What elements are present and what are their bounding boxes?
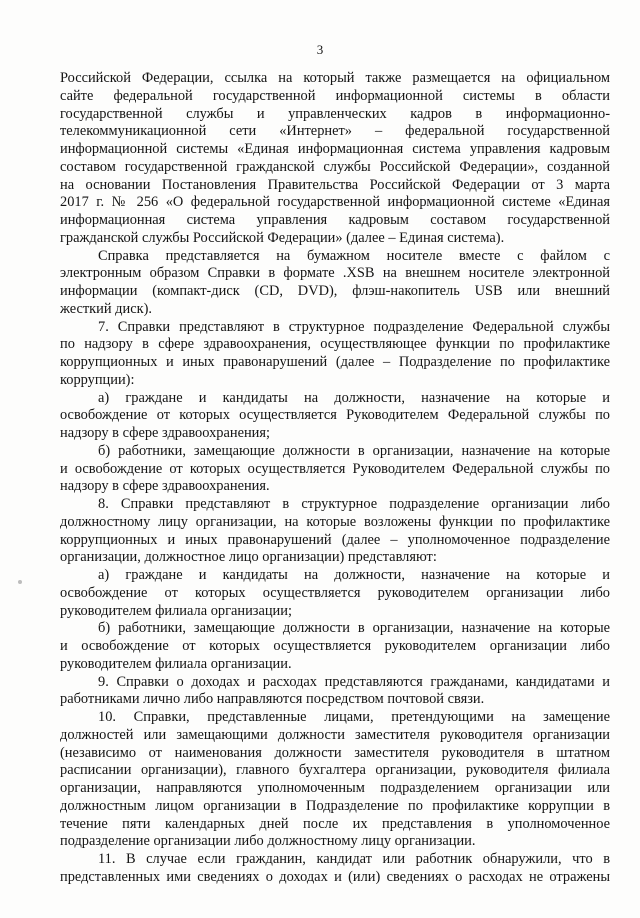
text-line: работниками лично либо направляются посредством почтовой связи. [60,691,485,708]
text-line: 11. В случае если гражданин, кандидат или работник обнаружили, что в [98,851,610,867]
text-line: гражданской службы Российской Федерации» (далее – Единая система). [60,229,505,246]
page-number: 3 [316,42,324,57]
text-line: информационная система управления кадровым составом государственной [60,212,610,228]
text-line: освобождение от которых осуществляется руководителем организации либо [60,584,610,601]
text-line: представленных ими сведениях о доходах и (или) сведениях о расходах не отражены [60,868,610,885]
text-line: информации (компакт-диск (CD, DVD), флэш-накопитель USB или внешний [60,283,610,299]
text-line: должностей или замещающими должности заместителя руководителя организации [60,726,610,743]
text-line: коррупции): [60,371,135,388]
text-line: б) работники, замещающие должности в организации, назначение на которые [98,620,610,637]
text-line: (независимо от наименования должности заместителя руководителя в штатном [60,744,610,761]
text-line: течение пяти календарных дней после их представления в уполномоченное [60,815,610,832]
text-line: составом государственной гражданской службы Российской Федерации», созданной [60,158,610,175]
text-line: 10. Справки, представленные лицами, претендующими на замещение [98,709,610,725]
text-line: 9. Справки о доходах и расходах представляются гражданами, кандидатами и [98,673,610,690]
text-line: информационной системы «Единая информационная система управления кадровым [60,141,610,157]
text-line: организации, направляются уполномоченным подразделением организации или [60,780,610,796]
text-line: руководителем филиала организации; [60,602,292,619]
text-line: Справка представляется на бумажном носителе вместе с файлом с [98,247,610,264]
text-line: и освобождение от которых осуществляется руководителем организации либо [60,638,610,654]
scan-speck [18,580,22,584]
text-line: подразделение организации либо должностному лицу организации. [60,833,476,850]
text-line: государственной службы и управленческих кадров в информационно- [60,105,610,122]
document-body [60,70,610,887]
text-line: расписании организации), главного бухгалтера организации, руководителя филиала [60,762,610,779]
text-line: по надзору в сфере здравоохранения, осуществляющее функции по профилактике [60,336,610,353]
text-line: на основании Постановления Правительства Российской Федерации от 3 марта [60,176,610,193]
text-line: и освобождение от которых осуществляется Руководителем Федеральной службы по [60,460,610,477]
text-line: надзору в сфере здравоохранения. [60,478,270,495]
text-line: электронным образом Справки в формате .XSB на внешнем носителе электронной [60,265,610,282]
text-line: руководителем филиала организации. [60,655,292,672]
text-line: а) граждане и кандидаты на должности, назначение на которые и [98,389,610,406]
text-line: должностным лицом организации в Подразделение по профилактике коррупции в [60,797,610,814]
text-line: освобождение от которых осуществляется Руководителем Федеральной службы по [60,407,610,424]
text-line: а) граждане и кандидаты на должности, назначение на которые и [98,567,610,583]
text-line: организации, должностное лицо организации) представляют: [60,549,437,566]
text-line: 2017 г. № 256 «О федеральной государственной информационной системе «Единая [60,194,610,211]
text-line: б) работники, замещающие должности в организации, назначение на которые [98,442,610,459]
text-line: телекоммуникационной сети «Интернет» – федеральной государственной [60,123,610,140]
text-line: коррупционных и иных правонарушений (далее – Подразделение по профилактике [60,354,610,370]
text-line: жесткий диск). [60,300,152,317]
text-line: коррупционных и иных правонарушений (далее – уполномоченное подразделение [60,531,610,548]
text-line: 8. Справки представляют в структурное подразделение организации либо [98,496,610,512]
text-line: сайте федеральной государственной информационной системы в области [60,87,610,104]
text-line: должностному лицу организации, на которые возложены функции по профилактике [60,513,610,530]
text-line: 7. Справки представляют в структурное подразделение Федеральной службы [98,318,610,335]
text-line: Российской Федерации, ссылка на который также размещается на официальном [60,70,610,86]
text-line: надзору в сфере здравоохранения; [60,425,270,441]
